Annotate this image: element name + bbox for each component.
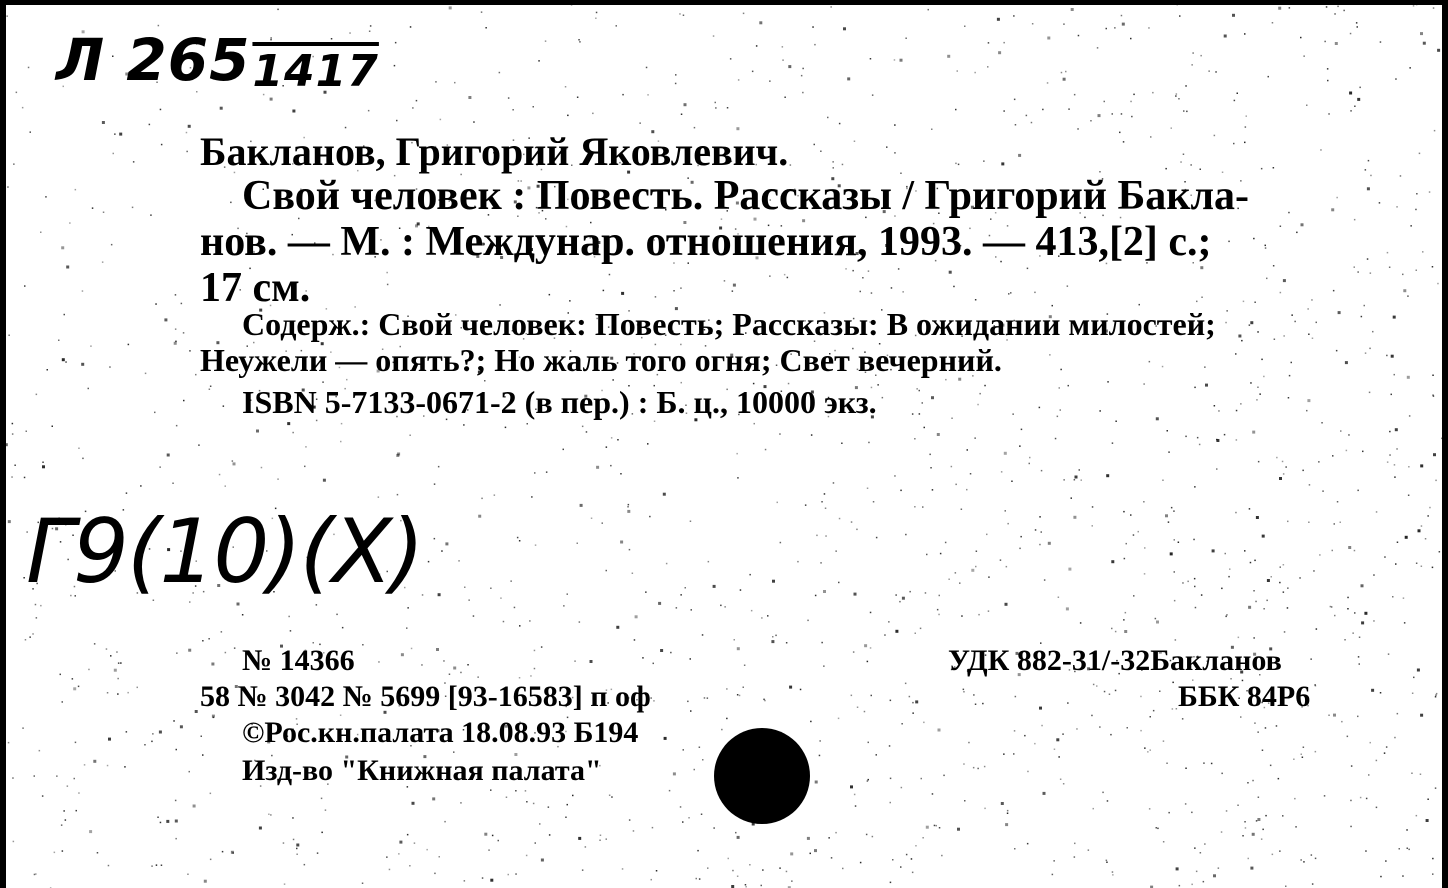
handwritten-class-mark: Г9(10)(Х) [26, 500, 423, 603]
bbk-code: ББК 84Р6 [1178, 680, 1311, 713]
card-edge-top [0, 0, 1448, 5]
card-edge-left [0, 0, 6, 888]
book-chamber-line: ©Рос.кн.палата 18.08.93 Б194 [242, 716, 639, 749]
title-line-1: Свой человек : Повесть. Рассказы / Григорий Бакла- [242, 173, 1249, 219]
udk-code: УДК 882-31/-32Бакланов [948, 644, 1282, 677]
number-line: № 14366 [242, 644, 355, 677]
registry-line: 58 № 3042 № 5699 [93-16583] п оф [200, 680, 651, 713]
contents-line-1: Содерж.: Свой человек: Повесть; Рассказы: В ожидании милостей; [242, 306, 1216, 342]
card-punch-hole [714, 728, 810, 824]
author-heading: Бакланов, Григорий Яковлевич. [200, 129, 789, 174]
title-line-2: нов. — М. : Междунар. отношения, 1993. — 413,[2] с.; [200, 219, 1212, 265]
contents-line-2: Неужели — опять?; Но жаль того огня; Свет вечерний. [200, 342, 1002, 378]
call-number-main: Л 265 [56, 26, 251, 94]
call-number-sub: 1417 [252, 46, 379, 97]
handwritten-call-number [56, 26, 379, 97]
card-edge-right [1442, 0, 1448, 888]
isbn-line: ISBN 5-7133-0671-2 (в пер.) : Б. ц., 10000 экз. [242, 384, 877, 420]
publisher-line: Изд-во "Книжная палата" [242, 754, 602, 787]
title-line-3: 17 см. [200, 265, 311, 311]
